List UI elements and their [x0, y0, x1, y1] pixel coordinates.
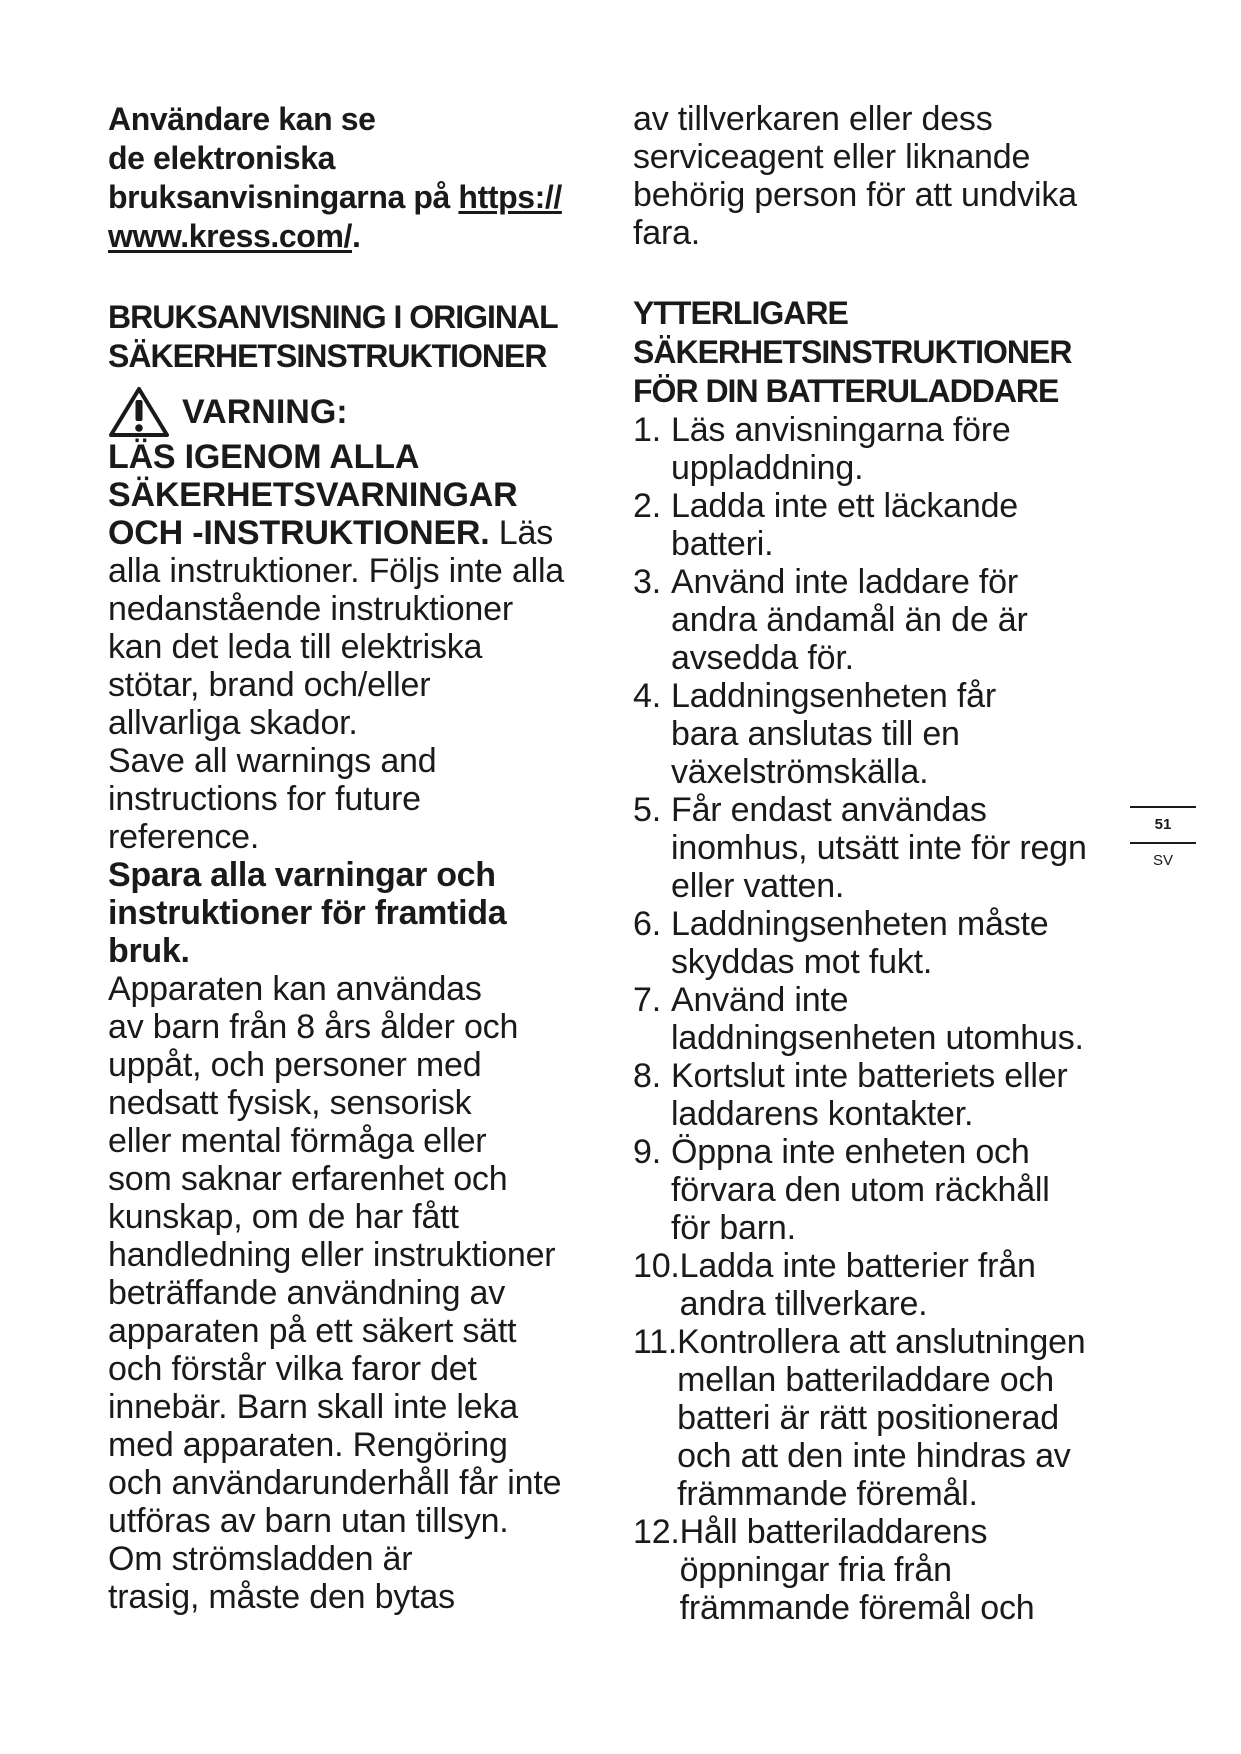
- right-column: [633, 100, 1133, 1627]
- list-item-line: andra ändamål än de är: [671, 601, 1028, 639]
- list-item-line: Öppna inte enheten och: [671, 1133, 1030, 1171]
- warning-bold-line: SÄKERHETSVARNINGAR: [108, 476, 518, 514]
- list-item-number: 4.: [633, 677, 661, 715]
- intro-line: bruksanvisningarna på: [108, 179, 459, 215]
- warning-bold-line: LÄS IGENOM ALLA: [108, 438, 420, 476]
- manual-link-part: https://: [458, 179, 562, 215]
- section-title-charger-safety: [633, 294, 1133, 411]
- body-line: innebär. Barn skall inte leka: [108, 1388, 519, 1426]
- section-title-line: SÄKERHETSINSTRUKTIONER: [108, 338, 547, 374]
- continuation-line: fara.: [633, 214, 701, 252]
- english-save-note: [108, 742, 608, 856]
- list-item: [633, 1057, 1133, 1133]
- list-item-text: [677, 1323, 1133, 1513]
- list-item-line: batteri är rätt positionerad: [677, 1399, 1059, 1437]
- body-line: som saknar erfarenhet och: [108, 1160, 508, 1198]
- list-item-line: batteri.: [671, 525, 774, 563]
- body-line: uppåt, och personer med: [108, 1046, 482, 1084]
- list-item-number: 10.: [633, 1247, 680, 1285]
- warning-block: [108, 386, 608, 1616]
- list-item-line: eller vatten.: [671, 867, 845, 905]
- charger-safety-list: [633, 411, 1133, 1627]
- list-item-text: [671, 905, 1133, 981]
- list-item-line: avsedda för.: [671, 639, 854, 677]
- spara-line: Spara alla varningar och: [108, 856, 496, 894]
- english-line: instructions for future: [108, 780, 421, 818]
- list-item-line: Kontrollera att anslutningen: [677, 1323, 1086, 1361]
- list-item: [633, 905, 1133, 981]
- list-item-line: uppladdning.: [671, 449, 864, 487]
- body-line: Om strömsladden är: [108, 1540, 413, 1578]
- list-item-number: 9.: [633, 1133, 661, 1171]
- list-item-line: Läs anvisningarna före: [671, 411, 1011, 449]
- body-line: trasig, måste den bytas: [108, 1578, 455, 1616]
- list-item-text: [671, 677, 1133, 791]
- warning-text-line: stötar, brand och/eller: [108, 666, 431, 704]
- list-item-number: 12.: [633, 1513, 680, 1551]
- list-item-text: [671, 791, 1133, 905]
- list-item-number: 11.: [633, 1323, 678, 1361]
- list-item-line: Kortslut inte batteriets eller: [671, 1057, 1068, 1095]
- list-item-line: växelströmskälla.: [671, 753, 929, 791]
- warning-text: [108, 438, 608, 742]
- section-title-line: SÄKERHETSINSTRUKTIONER: [633, 334, 1072, 370]
- body-line: utföras av barn utan tillsyn.: [108, 1502, 509, 1540]
- list-item-line: förvara den utom räckhåll: [671, 1171, 1050, 1209]
- list-item-text: [671, 411, 1133, 487]
- list-item-line: laddningsenheten utomhus.: [671, 1019, 1084, 1057]
- body-line: och användarunderhåll får inte: [108, 1464, 562, 1502]
- intro-paragraph: [108, 100, 608, 256]
- english-line: reference.: [108, 818, 260, 856]
- body-line: handledning eller instruktioner: [108, 1236, 556, 1274]
- list-item-line: Håll batteriladdarens: [679, 1513, 988, 1551]
- manual-link-part: www.kress.com/: [108, 218, 352, 254]
- children-usage-paragraph: [108, 970, 608, 1616]
- list-item-line: skyddas mot fukt.: [671, 943, 933, 981]
- list-item-line: inomhus, utsätt inte för regn: [671, 829, 1087, 867]
- list-item-line: Använd inte laddare för: [671, 563, 1018, 601]
- list-item-line: och att den inte hindras av: [677, 1437, 1071, 1475]
- list-item: [633, 1323, 1133, 1513]
- list-item: [633, 411, 1133, 487]
- list-item-line: bara anslutas till en: [671, 715, 960, 753]
- left-column: [108, 100, 608, 1616]
- section-title-original-instructions: [108, 298, 608, 376]
- list-item: [633, 677, 1133, 791]
- body-line: med apparaten. Rengöring: [108, 1426, 508, 1464]
- list-item-line: laddarens kontakter.: [671, 1095, 974, 1133]
- body-line: nedsatt fysisk, sensorisk: [108, 1084, 472, 1122]
- body-line: och förstår vilka faror det: [108, 1350, 477, 1388]
- list-item-line: främmande föremål och: [679, 1589, 1035, 1627]
- body-line: apparaten på ett säkert sätt: [108, 1312, 517, 1350]
- list-item-text: [671, 981, 1133, 1057]
- warning-bold-line: OCH -INSTRUKTIONER.: [108, 514, 490, 552]
- list-item-line: främmande föremål.: [677, 1475, 978, 1513]
- section-title-line: YTTERLIGARE: [633, 295, 848, 331]
- list-item: [633, 1513, 1133, 1627]
- body-line: av barn från 8 års ålder och: [108, 1008, 519, 1046]
- section-title-line: BRUKSANVISNING I ORIGINAL: [108, 299, 558, 335]
- list-item-line: Laddningsenheten måste: [671, 905, 1049, 943]
- warning-text-line: kan det leda till elektriska: [108, 628, 483, 666]
- list-item-line: mellan batteriladdare och: [677, 1361, 1054, 1399]
- list-item: [633, 487, 1133, 563]
- list-item-line: Ladda inte ett läckande: [671, 487, 1019, 525]
- list-item-number: 5.: [633, 791, 661, 829]
- intro-line: Användare kan se: [108, 101, 376, 137]
- spara-line: instruktioner för framtida: [108, 894, 507, 932]
- list-item-text: [671, 1133, 1133, 1247]
- continuation-line: serviceagent eller liknande: [633, 138, 1031, 176]
- list-item-text: [680, 1247, 1133, 1323]
- page-marker: [1130, 806, 1196, 878]
- list-item-number: 6.: [633, 905, 661, 943]
- section-title-line: FÖR DIN BATTERULADDARE: [633, 373, 1059, 409]
- list-item: [633, 981, 1133, 1057]
- list-item-number: 3.: [633, 563, 661, 601]
- save-instructions-note: [108, 856, 608, 970]
- intro-line: de elektroniska: [108, 140, 336, 176]
- body-line: eller mental förmåga eller: [108, 1122, 487, 1160]
- list-item: [633, 563, 1133, 677]
- list-item-number: 7.: [633, 981, 661, 1019]
- language-code: SV: [1152, 852, 1173, 869]
- list-item-line: Laddningsenheten får: [671, 677, 996, 715]
- list-item-number: 8.: [633, 1057, 661, 1095]
- list-item-line: öppningar fria från: [679, 1551, 952, 1589]
- list-item-line: för barn.: [671, 1209, 796, 1247]
- list-item-line: andra tillverkare.: [679, 1285, 928, 1323]
- list-item: [633, 1247, 1133, 1323]
- list-item-line: Ladda inte batterier från: [679, 1247, 1036, 1285]
- intro-suffix: .: [352, 218, 361, 254]
- warning-text-line: alla instruktioner. Följs inte alla: [108, 552, 565, 590]
- warning-text-tail: Läs: [489, 514, 553, 552]
- list-item-number: 1.: [633, 411, 661, 449]
- spara-line: bruk.: [108, 932, 190, 970]
- list-item-line: Använd inte: [671, 981, 849, 1019]
- body-line: Apparaten kan användas: [108, 970, 482, 1008]
- body-line: kunskap, om de har fått: [108, 1198, 459, 1236]
- page-number: 51: [1154, 816, 1172, 833]
- continuation-line: av tillverkaren eller dess: [633, 100, 993, 138]
- body-line: beträffande användning av: [108, 1274, 506, 1312]
- list-item-number: 2.: [633, 487, 661, 525]
- list-item-text: [671, 487, 1133, 563]
- continuation-line: behörig person för att undvika: [633, 176, 1077, 214]
- list-item: [633, 1133, 1133, 1247]
- list-item-text: [671, 1057, 1133, 1133]
- warning-text-line: allvarliga skador.: [108, 704, 358, 742]
- warning-text-line: nedanstående instruktioner: [108, 590, 513, 628]
- continuation-paragraph: [633, 100, 1133, 252]
- warning-label: VARNING:: [182, 393, 348, 431]
- english-line: Save all warnings and: [108, 742, 437, 780]
- list-item-text: [671, 563, 1133, 677]
- list-item-line: Får endast användas: [671, 791, 987, 829]
- list-item: [633, 791, 1133, 905]
- warning-heading: [108, 386, 608, 438]
- list-item-text: [680, 1513, 1133, 1627]
- warning-triangle-icon: [108, 386, 170, 438]
